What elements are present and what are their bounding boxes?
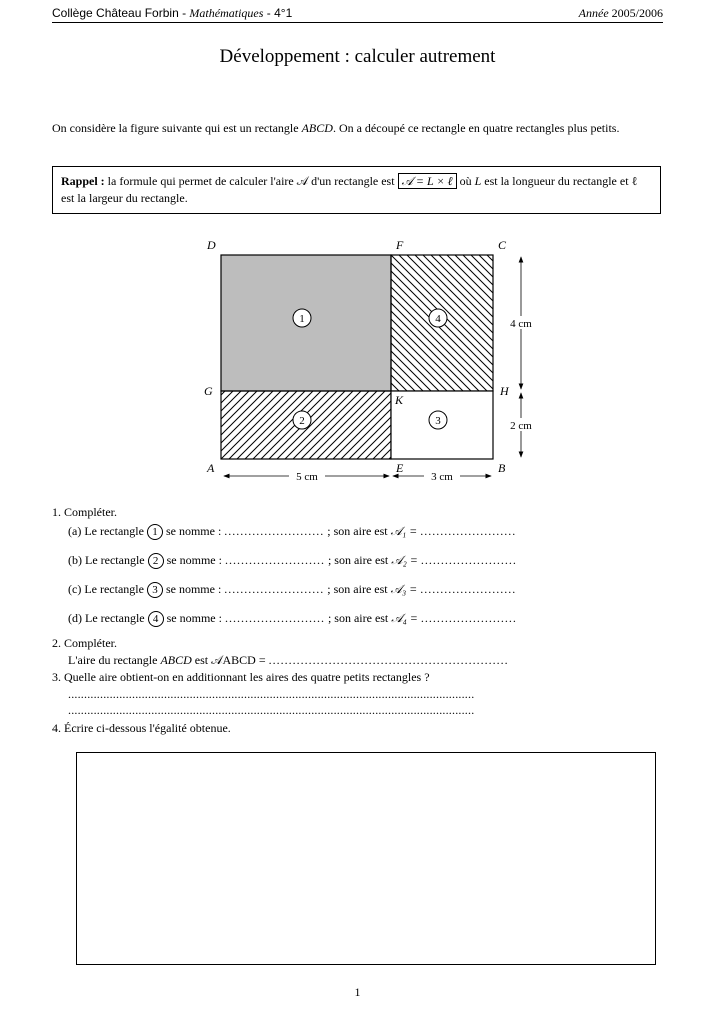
dim-label-ae: 5 cm xyxy=(296,471,318,483)
school-year: 2005/2006 xyxy=(611,6,663,20)
sub-question-b xyxy=(68,553,517,569)
rappel-text-3: est la longueur du rectangle et ℓ est la largeur du rectangle. xyxy=(61,174,638,205)
sub-question-c xyxy=(68,582,516,598)
question-2 xyxy=(52,636,117,651)
header-left: Collège Château Forbin - Mathématiques - 4°1 xyxy=(52,6,293,20)
sub-label: (d) xyxy=(68,611,82,625)
region-3-label xyxy=(429,411,447,429)
area-symbol: 𝒜₄ = xyxy=(391,611,418,625)
answer-line-1[interactable]: ............................................................................................................................... xyxy=(68,687,475,701)
sub-question-d xyxy=(68,611,517,627)
question-1-number: 1. xyxy=(52,505,61,519)
sub-rect-text: Le rectangle xyxy=(85,611,145,625)
region-1-label xyxy=(293,309,311,327)
dim-label-ch: 4 cm xyxy=(510,318,532,330)
area-symbol: 𝒜₃ = xyxy=(390,582,418,596)
svg-text:2: 2 xyxy=(299,415,305,427)
point-C: C xyxy=(498,238,507,252)
point-K: K xyxy=(395,393,404,407)
area-formula: 𝒜 = L × ℓ xyxy=(398,173,457,189)
sub-area-text: ; son aire est xyxy=(327,553,389,567)
circled-number: 4 xyxy=(148,611,164,627)
sub-label: (b) xyxy=(68,553,82,567)
question-2-line-text: L'aire du rectangle xyxy=(68,653,161,667)
answer-blank-area[interactable]: ........................ xyxy=(420,553,517,567)
point-H: H xyxy=(500,384,509,398)
question-1-text: Compléter. xyxy=(64,505,117,519)
svg-text:3: 3 xyxy=(435,415,441,427)
sub-rect-text: Le rectangle xyxy=(84,582,144,596)
intro-text-end: . On a découpé ce rectangle en quatre rectangles plus petits. xyxy=(332,121,620,135)
svg-text:4: 4 xyxy=(435,313,441,325)
circled-number: 3 xyxy=(147,582,163,598)
sub-rect-text: Le rectangle xyxy=(85,553,145,567)
sub-area-text: ; son aire est xyxy=(327,582,388,596)
question-2-number: 2. xyxy=(52,636,61,650)
rappel-text-2: où xyxy=(456,174,475,188)
question-1 xyxy=(52,505,117,520)
rect-name: ABCD xyxy=(301,121,333,135)
point-E: E xyxy=(396,461,404,475)
answer-line-2[interactable]: ............................................................................................................................... xyxy=(68,703,475,717)
sub-question-a xyxy=(68,524,516,540)
year-label: Année xyxy=(578,6,609,20)
rectangle-figure xyxy=(0,0,715,500)
question-3 xyxy=(52,670,430,685)
question-3-text: Quelle aire obtient-on en additionnant les aires des quatre petits rectangles ? xyxy=(64,670,430,684)
answer-blank-name[interactable]: ......................... xyxy=(224,553,325,567)
question-2-line xyxy=(68,653,509,668)
circled-number: 2 xyxy=(148,553,164,569)
point-A: A xyxy=(207,461,215,475)
svg-text:1: 1 xyxy=(299,313,305,325)
point-B: B xyxy=(498,461,506,475)
school-name: Collège Château Forbin xyxy=(52,6,179,20)
answer-box[interactable] xyxy=(76,752,656,965)
class-name: 4°1 xyxy=(274,6,293,20)
rappel-label: Rappel : xyxy=(61,174,105,188)
region-4-label xyxy=(429,309,447,327)
sub-area-text: ; son aire est xyxy=(327,524,388,538)
page-number: 1 xyxy=(354,985,361,999)
page-title: Développement : calculer autrement xyxy=(219,46,496,67)
subject: Mathématiques xyxy=(189,6,264,20)
rappel-L: L xyxy=(474,174,482,188)
sub-named-text: se nomme : xyxy=(165,582,222,596)
answer-blank-name[interactable]: ......................... xyxy=(224,582,325,596)
sub-named-text: se nomme : xyxy=(166,553,222,567)
area-symbol: 𝒜₁ = xyxy=(390,524,418,538)
point-F: F xyxy=(396,238,404,252)
sub-label: (a) xyxy=(68,524,82,538)
point-G: G xyxy=(204,384,213,398)
sub-named-text: se nomme : xyxy=(166,611,222,625)
sub-named-text: se nomme : xyxy=(165,524,222,538)
question-4-text: Écrire ci-dessous l'égalité obtenue. xyxy=(64,721,231,735)
answer-blank-name[interactable]: ......................... xyxy=(224,524,325,538)
answer-blank-area[interactable]: ........................ xyxy=(420,582,517,596)
area-symbol: 𝒜₂ = xyxy=(391,553,418,567)
answer-blank-total-area[interactable]: ............................................................ xyxy=(268,653,509,667)
circled-number: 1 xyxy=(147,524,163,540)
question-4-number: 4. xyxy=(52,721,61,735)
question-2-text: Compléter. xyxy=(64,636,117,650)
point-D: D xyxy=(207,238,216,252)
question-2-area-symbol: est 𝒜ABCD = xyxy=(191,653,266,667)
answer-blank-area[interactable]: ........................ xyxy=(420,611,517,625)
sub-label: (c) xyxy=(68,582,82,596)
dim-label-eb: 3 cm xyxy=(431,471,453,483)
question-2-rect-name: ABCD xyxy=(160,653,192,667)
question-4 xyxy=(52,721,231,736)
question-3-number: 3. xyxy=(52,670,61,684)
answer-blank-name[interactable]: ......................... xyxy=(224,611,325,625)
region-2-label xyxy=(293,411,311,429)
sub-rect-text: Le rectangle xyxy=(84,524,144,538)
answer-blank-area[interactable]: ........................ xyxy=(420,524,517,538)
dim-label-hb: 2 cm xyxy=(510,420,532,432)
rappel-text: la formule qui permet de calculer l'aire 𝒜 d'un rectangle est xyxy=(104,174,398,188)
sub-area-text: ; son aire est xyxy=(327,611,389,625)
intro-text: On considère la figure suivante qui est un rectangle xyxy=(52,121,302,135)
